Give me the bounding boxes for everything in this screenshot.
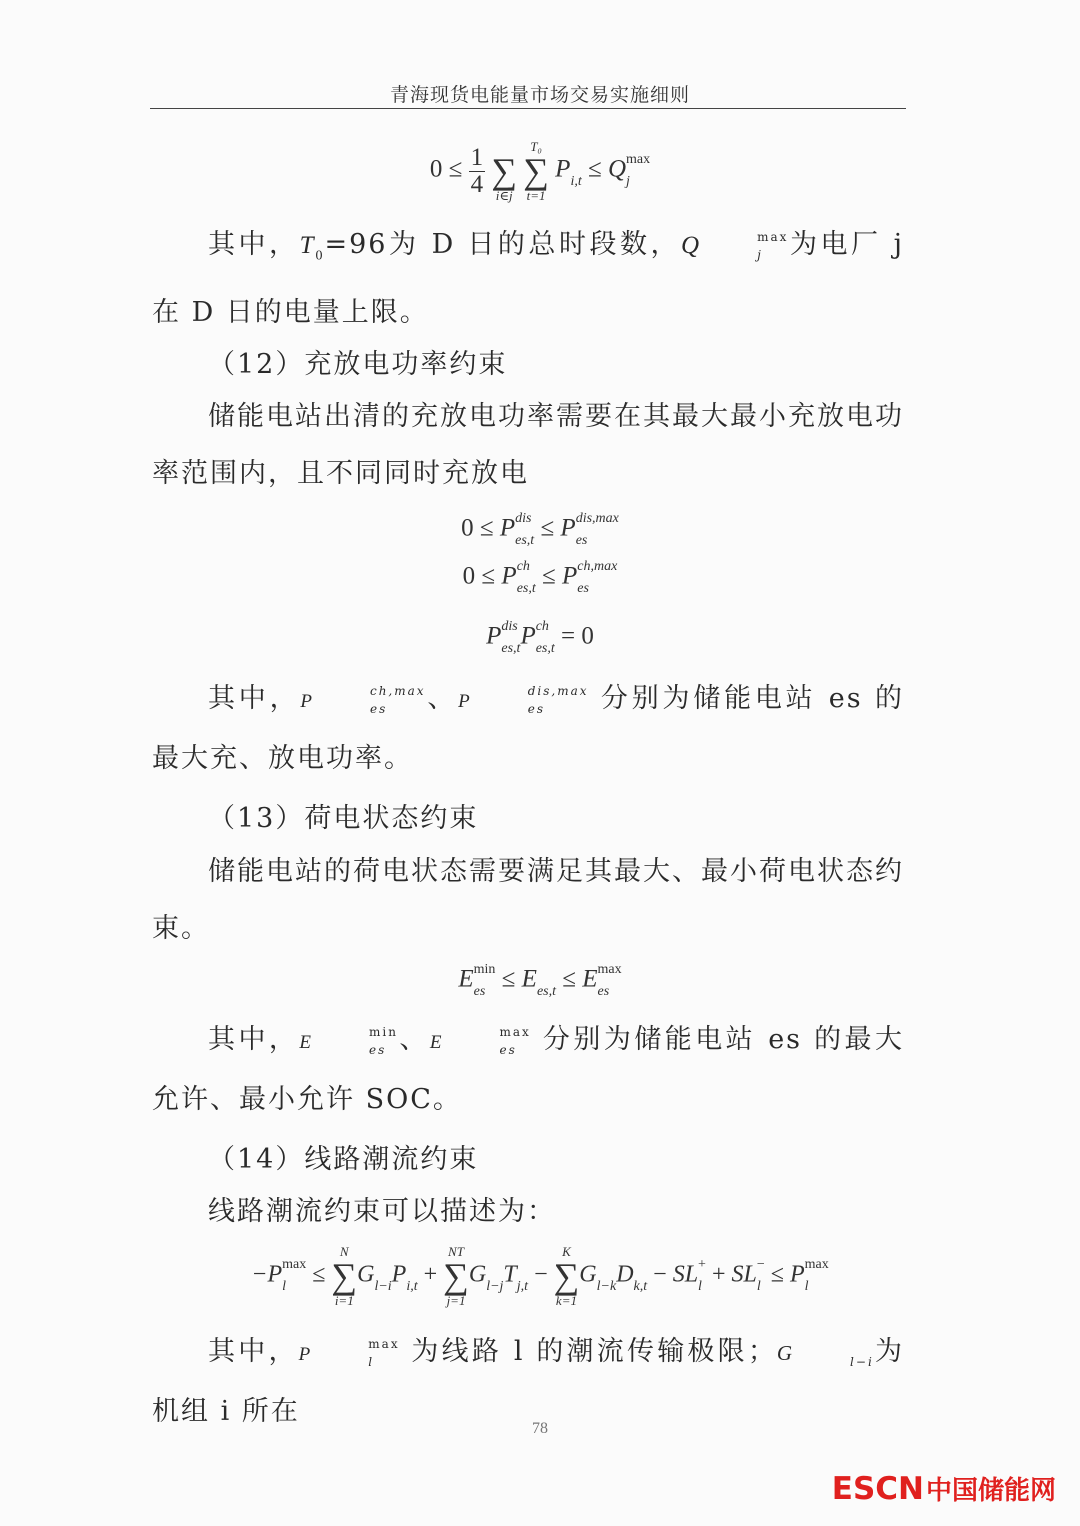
section-12-title: （12）充放电功率约束	[208, 349, 508, 380]
equation-discharge-limit: 0 ≤ P dis es,t ≤ P dis,max es	[461, 511, 619, 548]
paragraph-max-min-soc: 其中，E min es 、E max es 分别为储能电站 es 的最大允许、最小允许 SOC。	[152, 1024, 905, 1115]
section-13-title: （13）荷电状态约束	[208, 803, 479, 834]
header-divider	[150, 108, 906, 109]
equation-total-energy: 0 ≤ $\frac{1}{4}$ ∑ i∈j T₀ ∑ t=1 P i,t ≤ Q max j	[429, 139, 651, 203]
escn-watermark-logo	[832, 1470, 1056, 1507]
equation-line-flow: −P max l ≤ N ∑ i=1 G l−i P i,t + NT ∑ j=1 G l−j T j,t − K ∑ k=1 G l−k D k,t − SL + l + SL − l ≤ P max l	[251, 1244, 829, 1308]
watermark-cn: 中国储能网	[925, 1476, 1056, 1506]
document-title: 青海现货电能量市场交易实施细则	[389, 84, 690, 106]
equation-soc-limit: E min es ≤ E es,t ≤ E max es	[458, 962, 622, 999]
page-number: 78	[532, 1420, 548, 1437]
equation-charge-limit: 0 ≤ P ch es,t ≤ P ch,max es	[462, 559, 618, 596]
paragraph-flow-desc: 线路潮流约束可以描述为：	[208, 1196, 556, 1227]
equation-no-simultaneous: P dis es,t P ch es,t = 0	[486, 619, 594, 656]
paragraph-max-charge-discharge: 其中，P ch,max es 、P dis,max es 分别为储能电站 es 的最大充、放电功率。	[152, 683, 905, 774]
paragraph-energy-limit: 其中，$T_0=96$为 D 日的总时段数，Q max j 为电厂 j 在 D 日的电量上限。	[152, 229, 904, 329]
paragraph-soc: 储能电站的荷电状态需要满足其最大、最小荷电状态约束。	[152, 856, 904, 944]
paragraph-flow-limit: 其中，P max l 为线路 l 的潮流传输极限；G l−i 为机组 i 所在	[152, 1336, 905, 1427]
section-14-title: （14）线路潮流约束	[208, 1144, 479, 1175]
watermark-latin: ESCN	[831, 1471, 924, 1507]
paragraph-charge-power: 储能电站出清的充放电功率需要在其最大最小充放电功率范围内，且不同同时充放电	[152, 401, 904, 489]
